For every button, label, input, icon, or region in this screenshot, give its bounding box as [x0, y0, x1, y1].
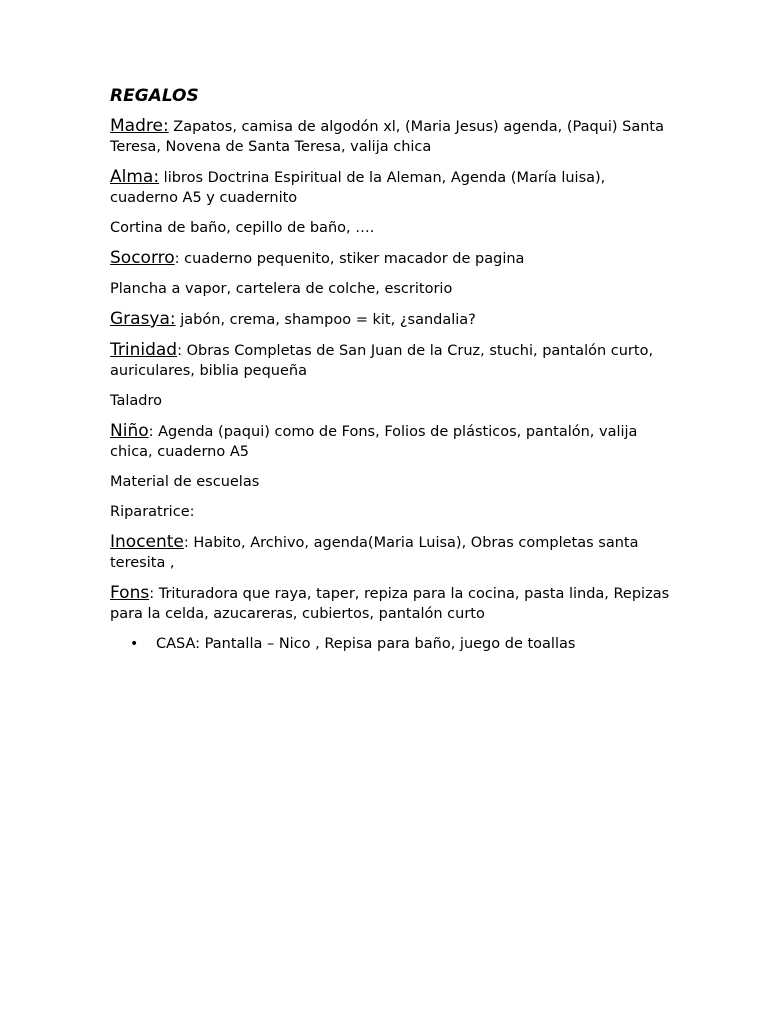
bullet-icon: •	[130, 636, 139, 652]
gift-list: Zapatos, camisa de algodón xl, (Maria Jesus) agenda, (Paqui) Santa Teresa, Novena de Santa Teresa, valija chica	[110, 119, 665, 155]
document-title: REGALOS	[110, 86, 199, 106]
gift-list: jabón, crema, shampoo = kit, ¿sandalia?	[175, 312, 476, 328]
gift-entry-madre	[110, 116, 670, 157]
person-name: Grasya:	[110, 309, 176, 329]
gift-entry-line: Riparatrice:	[110, 504, 195, 520]
gift-entry-line: Taladro	[110, 393, 162, 409]
bullet-item	[110, 634, 670, 654]
gift-list: : cuaderno pequenito, stiker macador de pagina	[174, 251, 525, 267]
gift-list: : Trituradora que raya, taper, repiza para la cocina, pasta linda, Repizas para la celda, azucareras, cubiertos, pantalón curto	[110, 586, 670, 622]
gift-entry-grasya	[110, 309, 670, 330]
gift-list: libros Doctrina Espiritual de la Aleman, Agenda (María luisa), cuaderno A5 y cuadernito	[110, 170, 606, 206]
gift-entry-nino	[110, 421, 670, 462]
bullet-text: CASA: Pantalla – Nico , Repisa para baño, juego de toallas	[156, 636, 576, 652]
bullet-list	[110, 634, 670, 654]
person-name: Fons	[110, 583, 150, 603]
gift-entry-line: Plancha a vapor, cartelera de colche, escritorio	[110, 281, 453, 297]
gift-entry-trinidad	[110, 340, 670, 381]
person-name: Socorro	[110, 248, 175, 268]
gift-entry-line: Cortina de baño, cepillo de baño, ….	[110, 220, 375, 236]
gift-list: : Agenda (paqui) como de Fons, Folios de plásticos, pantalón, valija chica, cuaderno A5	[110, 424, 638, 460]
gift-list: : Habito, Archivo, agenda(Maria Luisa), Obras completas santa teresita ,	[110, 535, 639, 571]
person-name: Trinidad	[110, 340, 178, 360]
person-name: Madre:	[110, 116, 169, 136]
gift-entry-alma	[110, 167, 670, 208]
person-name: Inocente	[110, 532, 184, 552]
gift-entry-socorro	[110, 248, 670, 269]
document-page	[110, 86, 670, 654]
gift-entry-line: Material de escuelas	[110, 474, 260, 490]
gift-entry-inocente	[110, 532, 670, 573]
gift-list: : Obras Completas de San Juan de la Cruz, stuchi, pantalón curto, auriculares, biblia pequeña	[110, 343, 654, 379]
gift-entry-fons	[110, 583, 670, 624]
person-name: Niño	[110, 421, 149, 441]
person-name: Alma:	[110, 167, 160, 187]
